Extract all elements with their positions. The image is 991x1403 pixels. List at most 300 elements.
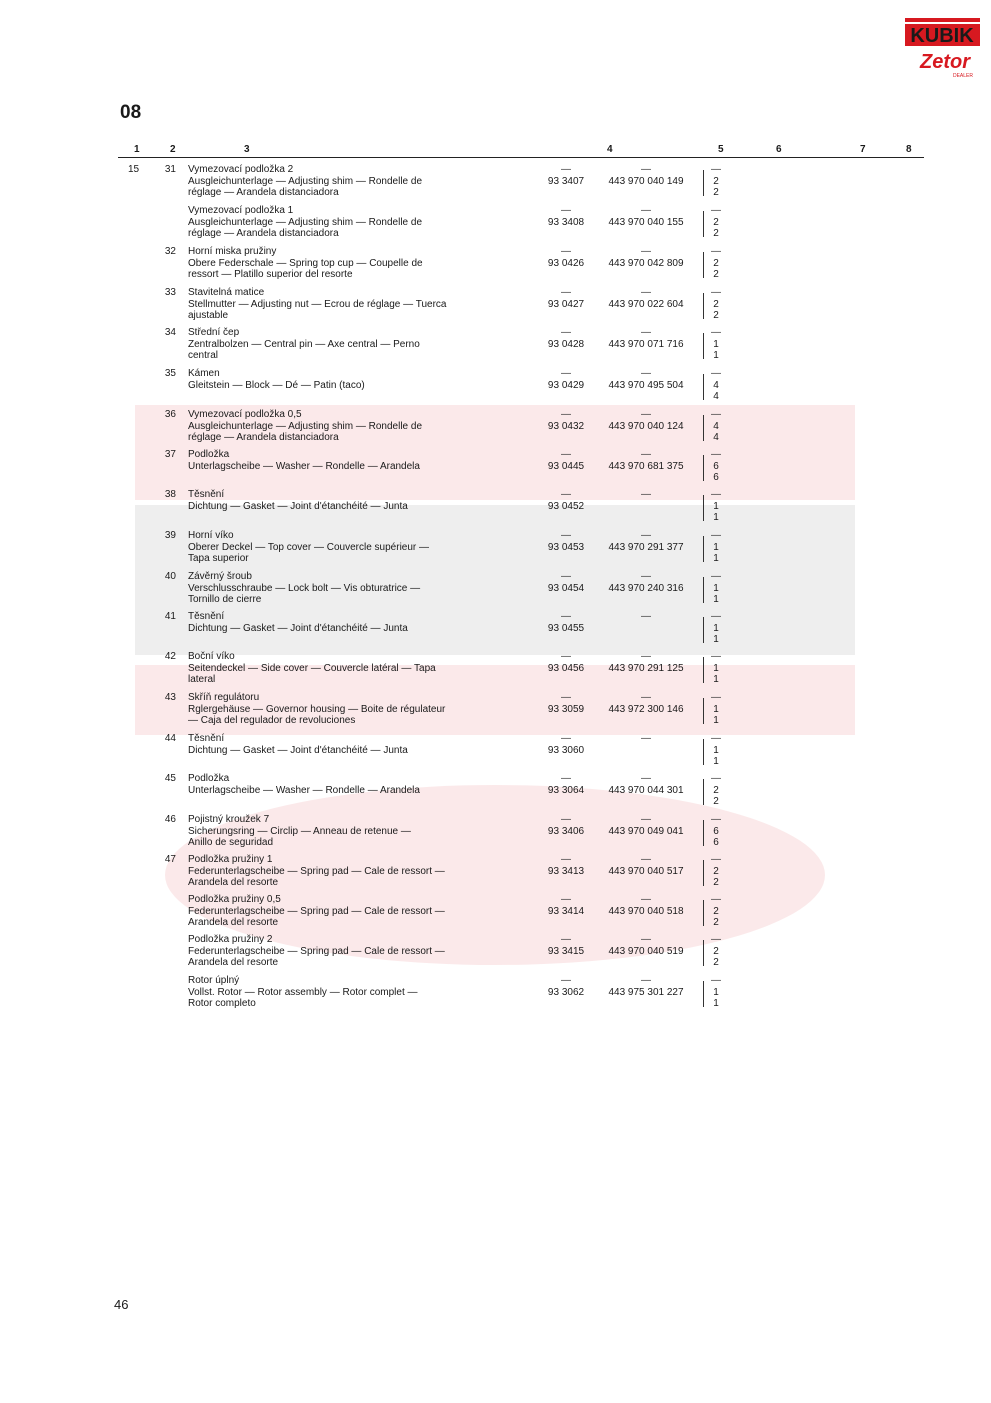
description-line: Anillo de seguridad xyxy=(188,837,274,848)
dash-mark: — xyxy=(561,409,571,420)
description-line: réglage — Arandela distanciadora xyxy=(188,187,339,198)
quantity-value-2: 1 xyxy=(713,998,719,1009)
dash-mark: — xyxy=(711,246,721,257)
description-line: Tapa superior xyxy=(188,553,249,564)
quantity-value-1: 2 xyxy=(713,784,719,796)
quantity-value-2: 2 xyxy=(713,796,719,807)
dash-mark: — xyxy=(561,449,571,460)
dash-mark: — xyxy=(641,854,651,865)
part-number-short-value: 93 3059 xyxy=(547,703,585,715)
quantity-bracket xyxy=(703,779,704,805)
part-number-long-value: 443 970 040 124 xyxy=(608,420,684,432)
quantity-value-2: 1 xyxy=(713,350,719,361)
description-line: Podložka xyxy=(188,773,230,784)
dash-mark: — xyxy=(711,489,721,500)
item-number: 47 xyxy=(164,854,176,865)
part-description xyxy=(188,894,528,929)
description-line: lateral xyxy=(188,674,216,685)
quantity-value-2: 1 xyxy=(713,715,719,726)
quantity-value-1: 4 xyxy=(713,420,719,432)
description-line: Stavitelná matice xyxy=(188,287,265,298)
quantity-bracket xyxy=(703,860,704,886)
quantity-value-2: 1 xyxy=(713,674,719,685)
kubik-zetor-dealer-logo xyxy=(905,18,980,80)
part-description xyxy=(188,651,528,686)
description-line: — Caja del regulador de revoluciones xyxy=(188,715,356,726)
description-line: Boční víko xyxy=(188,651,235,662)
item-number: 32 xyxy=(164,246,176,257)
description-line: Arandela del resorte xyxy=(188,917,279,928)
logo-zetor-text: Zetor xyxy=(920,51,970,73)
dash-mark: — xyxy=(641,571,651,582)
quantity-bracket xyxy=(703,940,704,966)
item-number: 37 xyxy=(164,449,176,460)
part-number-long-value: 443 975 301 227 xyxy=(608,986,684,998)
quantity-value-1: 2 xyxy=(713,175,719,187)
part-number-long-value: 443 970 681 375 xyxy=(608,460,684,472)
description-line: Stellmutter — Adjusting nut — Ecrou de réglage — Tuerca xyxy=(188,298,447,310)
column-header-3: 3 xyxy=(244,144,250,155)
description-line: Střední čep xyxy=(188,327,240,338)
part-number-long xyxy=(600,733,692,745)
quantity xyxy=(706,773,726,808)
dash-mark: — xyxy=(641,692,651,703)
part-description xyxy=(188,368,528,391)
item-number: 34 xyxy=(164,327,176,338)
description-line: Ausgleichunterlage — Adjusting shim — Rondelle de xyxy=(188,420,423,432)
dash-mark: — xyxy=(561,773,571,784)
dash-mark: — xyxy=(711,692,721,703)
header-rule xyxy=(118,157,924,158)
description-line: Rglergehäuse — Governor housing — Boite de régulateur xyxy=(188,703,446,715)
part-number-short-value: 93 3413 xyxy=(547,865,585,877)
quantity-bracket xyxy=(703,170,704,196)
quantity-value-2: 2 xyxy=(713,310,719,321)
part-number-long xyxy=(600,164,692,187)
quantity-value-1: 1 xyxy=(713,662,719,674)
part-number-short-value: 93 0455 xyxy=(547,622,585,634)
quantity xyxy=(706,287,726,322)
quantity-value-2: 2 xyxy=(713,228,719,239)
dash-mark: — xyxy=(561,934,571,945)
quantity-bracket xyxy=(703,455,704,481)
description-line: Dichtung — Gasket — Joint d'étanchéité — Junta xyxy=(188,622,408,634)
quantity-value-2: 1 xyxy=(713,512,719,523)
quantity-bracket xyxy=(703,657,704,683)
part-number-short-value: 93 3060 xyxy=(547,744,585,756)
dash-mark: — xyxy=(561,692,571,703)
item-number: 36 xyxy=(164,409,176,420)
description-line: Horní víko xyxy=(188,530,234,541)
part-number-short-value: 93 0427 xyxy=(547,298,585,310)
part-number-long-value: 443 970 040 517 xyxy=(608,865,684,877)
part-number-short xyxy=(538,773,594,796)
part-number-long xyxy=(600,975,692,998)
part-number-long-value: 443 970 291 125 xyxy=(608,662,684,674)
description-line: Podložka pružiny 0,5 xyxy=(188,894,281,905)
dash-mark: — xyxy=(641,934,651,945)
description-line: Arandela del resorte xyxy=(188,877,279,888)
quantity-value-1: 2 xyxy=(713,257,719,269)
part-number-short xyxy=(538,449,594,472)
description-line: Verschlusschraube — Lock bolt — Vis obturatrice — xyxy=(188,582,421,594)
part-number-long-value: 443 970 040 519 xyxy=(608,945,684,957)
part-description xyxy=(188,489,528,512)
quantity xyxy=(706,814,726,849)
description-line: Podložka xyxy=(188,449,230,460)
description-line: Federunterlagscheibe — Spring pad — Cale de ressort — xyxy=(188,945,445,957)
part-description xyxy=(188,934,528,969)
quantity-bracket xyxy=(703,739,704,765)
item-number: 35 xyxy=(164,368,176,379)
part-number-long-value: 443 972 300 146 xyxy=(608,703,684,715)
quantity-value-1: 2 xyxy=(713,865,719,877)
part-number-long-value: 443 970 240 316 xyxy=(608,582,684,594)
part-description xyxy=(188,692,528,727)
quantity-bracket xyxy=(703,293,704,319)
part-number-long xyxy=(600,692,692,715)
part-description xyxy=(188,287,528,322)
part-number-short-value: 93 3406 xyxy=(547,825,585,837)
quantity-value-2: 2 xyxy=(713,917,719,928)
part-number-short xyxy=(538,894,594,917)
dash-mark: — xyxy=(641,611,651,622)
part-number-short-value: 93 0429 xyxy=(547,379,585,391)
quantity-value-2: 1 xyxy=(713,553,719,564)
description-line: Rotor úplný xyxy=(188,975,240,986)
description-line: Sicherungsring — Circlip — Anneau de retenue — xyxy=(188,825,411,837)
description-line: Ausgleichunterlage — Adjusting shim — Rondelle de xyxy=(188,216,423,228)
part-number-short xyxy=(538,327,594,350)
part-number-long xyxy=(600,287,692,310)
description-line: réglage — Arandela distanciadora xyxy=(188,228,339,239)
column-header-7: 7 xyxy=(860,144,866,155)
item-number: 33 xyxy=(164,287,176,298)
part-description xyxy=(188,530,528,565)
part-number-short-value: 93 3407 xyxy=(547,175,585,187)
part-number-short-value: 93 0456 xyxy=(547,662,585,674)
part-number-long xyxy=(600,449,692,472)
description-line: Dichtung — Gasket — Joint d'étanchéité — Junta xyxy=(188,744,408,756)
dash-mark: — xyxy=(641,246,651,257)
part-number-short-value: 93 0454 xyxy=(547,582,585,594)
part-number-short-value: 93 0452 xyxy=(547,500,585,512)
part-number-long-value: 443 970 049 041 xyxy=(608,825,684,837)
description-line: Rotor completo xyxy=(188,998,256,1009)
quantity-value-2: 6 xyxy=(713,472,719,483)
item-number: 40 xyxy=(164,571,176,582)
description-line: Skříň regulátoru xyxy=(188,692,260,703)
part-number-short-value: 93 3415 xyxy=(547,945,585,957)
dash-mark: — xyxy=(561,327,571,338)
quantity-value-2: 4 xyxy=(713,391,719,402)
part-number-short-value: 93 3414 xyxy=(547,905,585,917)
dash-mark: — xyxy=(641,894,651,905)
dash-mark: — xyxy=(641,773,651,784)
part-number-short xyxy=(538,409,594,432)
quantity-bracket xyxy=(703,981,704,1007)
dash-mark: — xyxy=(711,327,721,338)
quantity-value-1: 2 xyxy=(713,945,719,957)
description-line: ajustable xyxy=(188,310,229,321)
quantity-bracket xyxy=(703,415,704,441)
description-line: Pojistný kroužek 7 xyxy=(188,814,270,825)
logo-kubik-text: KUBIK xyxy=(910,25,974,47)
part-number-long xyxy=(600,530,692,553)
dash-mark: — xyxy=(641,287,651,298)
description-line: Obere Federschale — Spring top cup — Coupelle de xyxy=(188,257,423,269)
dash-mark: — xyxy=(711,164,721,175)
quantity-value-2: 2 xyxy=(713,269,719,280)
part-number-long xyxy=(600,205,692,228)
description-line: Vollst. Rotor — Rotor assembly — Rotor complet — xyxy=(188,986,418,998)
quantity-value-1: 1 xyxy=(713,986,719,998)
part-number-short xyxy=(538,611,594,634)
dash-mark: — xyxy=(641,651,651,662)
description-line: réglage — Arandela distanciadora xyxy=(188,432,339,443)
part-number-short xyxy=(538,368,594,391)
dash-mark: — xyxy=(711,733,721,744)
quantity-value-2: 1 xyxy=(713,756,719,767)
dash-mark: — xyxy=(711,611,721,622)
quantity xyxy=(706,246,726,281)
description-line: Federunterlagscheibe — Spring pad — Cale de ressort — xyxy=(188,865,445,877)
description-line: Horní miska pružiny xyxy=(188,246,277,257)
description-line: Dichtung — Gasket — Joint d'étanchéité — Junta xyxy=(188,500,408,512)
dash-mark: — xyxy=(641,530,651,541)
part-number-long-value: 443 970 291 377 xyxy=(608,541,684,553)
description-line: Unterlagscheibe — Washer — Rondelle — Arandela xyxy=(188,460,420,472)
part-description xyxy=(188,571,528,606)
dash-mark: — xyxy=(711,934,721,945)
part-number-long xyxy=(600,934,692,957)
part-number-long-value: 443 970 040 518 xyxy=(608,905,684,917)
quantity xyxy=(706,571,726,606)
description-line: Unterlagscheibe — Washer — Rondelle — Arandela xyxy=(188,784,420,796)
description-line: Seitendeckel — Side cover — Couvercle latéral — Tapa xyxy=(188,662,436,674)
part-number-short xyxy=(538,571,594,594)
dash-mark: — xyxy=(561,733,571,744)
item-number: 44 xyxy=(164,733,176,744)
quantity-value-1: 4 xyxy=(713,379,719,391)
part-number-short xyxy=(538,651,594,674)
description-line: Ausgleichunterlage — Adjusting shim — Rondelle de xyxy=(188,175,423,187)
description-line: Vymezovací podložka 1 xyxy=(188,205,294,216)
page-number: 46 xyxy=(114,1297,129,1312)
dash-mark: — xyxy=(561,814,571,825)
position-number: 15 xyxy=(128,164,140,175)
quantity xyxy=(706,164,726,199)
quantity xyxy=(706,692,726,727)
part-number-long xyxy=(600,894,692,917)
description-line: Zentralbolzen — Central pin — Axe central — Perno xyxy=(188,338,420,350)
description-line: Těsnění xyxy=(188,489,225,500)
quantity-value-2: 2 xyxy=(713,877,719,888)
part-description xyxy=(188,733,528,756)
part-number-short-value: 93 3408 xyxy=(547,216,585,228)
dash-mark: — xyxy=(641,489,651,500)
dash-mark: — xyxy=(641,327,651,338)
part-description xyxy=(188,611,528,634)
quantity-value-2: 1 xyxy=(713,594,719,605)
part-number-short xyxy=(538,934,594,957)
quantity-value-2: 6 xyxy=(713,837,719,848)
part-number-long-value: 443 970 040 155 xyxy=(608,216,684,228)
part-description xyxy=(188,205,528,240)
description-line: Těsnění xyxy=(188,733,225,744)
item-number: 38 xyxy=(164,489,176,500)
quantity-bracket xyxy=(703,536,704,562)
quantity xyxy=(706,530,726,565)
column-header-4: 4 xyxy=(607,144,613,155)
section-number: 08 xyxy=(120,102,142,123)
part-number-long xyxy=(600,246,692,269)
dash-mark: — xyxy=(641,164,651,175)
quantity-bracket xyxy=(703,333,704,359)
dash-mark: — xyxy=(561,489,571,500)
part-number-long xyxy=(600,854,692,877)
part-number-short xyxy=(538,975,594,998)
part-number-long xyxy=(600,327,692,350)
quantity xyxy=(706,205,726,240)
part-number-short xyxy=(538,854,594,877)
description-line: central xyxy=(188,350,219,361)
item-number: 43 xyxy=(164,692,176,703)
dash-mark: — xyxy=(561,246,571,257)
quantity xyxy=(706,651,726,686)
dash-mark: — xyxy=(641,733,651,744)
quantity xyxy=(706,489,726,524)
column-header-2: 2 xyxy=(170,144,176,155)
quantity-value-1: 1 xyxy=(713,582,719,594)
part-number-short xyxy=(538,692,594,715)
column-header-5: 5 xyxy=(718,144,724,155)
part-number-long-value: 443 970 044 301 xyxy=(608,784,684,796)
part-number-long xyxy=(600,368,692,391)
quantity-value-1: 6 xyxy=(713,825,719,837)
part-number-long xyxy=(600,409,692,432)
dash-mark: — xyxy=(641,205,651,216)
dash-mark: — xyxy=(561,975,571,986)
description-line: Podložka pružiny 1 xyxy=(188,854,273,865)
quantity-value-2: 2 xyxy=(713,957,719,968)
item-number: 41 xyxy=(164,611,176,622)
quantity xyxy=(706,894,726,929)
dash-mark: — xyxy=(561,571,571,582)
quantity-value-1: 2 xyxy=(713,905,719,917)
part-description xyxy=(188,449,528,472)
quantity xyxy=(706,449,726,484)
dash-mark: — xyxy=(711,773,721,784)
part-number-long xyxy=(600,651,692,674)
dash-mark: — xyxy=(711,368,721,379)
description-line: Vymezovací podložka 2 xyxy=(188,164,294,175)
quantity-bracket xyxy=(703,495,704,521)
dash-mark: — xyxy=(711,651,721,662)
quantity-bracket xyxy=(703,374,704,400)
dash-mark: — xyxy=(561,287,571,298)
dash-mark: — xyxy=(711,530,721,541)
dash-mark: — xyxy=(641,449,651,460)
logo-dealer-text: DEALER xyxy=(952,73,974,79)
quantity-bracket xyxy=(703,211,704,237)
dash-mark: — xyxy=(711,409,721,420)
column-header-6: 6 xyxy=(776,144,782,155)
quantity xyxy=(706,934,726,969)
dash-mark: — xyxy=(641,409,651,420)
quantity xyxy=(706,733,726,768)
part-description xyxy=(188,246,528,281)
dash-mark: — xyxy=(561,205,571,216)
description-line: Podložka pružiny 2 xyxy=(188,934,273,945)
quantity-bracket xyxy=(703,577,704,603)
dash-mark: — xyxy=(641,368,651,379)
part-number-short-value: 93 0428 xyxy=(547,338,585,350)
quantity-value-1: 1 xyxy=(713,622,719,634)
column-header-1: 1 xyxy=(134,144,140,155)
quantity-value-1: 1 xyxy=(713,744,719,756)
item-number: 39 xyxy=(164,530,176,541)
quantity-bracket xyxy=(703,252,704,278)
quantity-value-1: 1 xyxy=(713,703,719,715)
part-number-short xyxy=(538,530,594,553)
dash-mark: — xyxy=(561,530,571,541)
quantity-bracket xyxy=(703,617,704,643)
dash-mark: — xyxy=(561,164,571,175)
part-number-short xyxy=(538,164,594,187)
part-description xyxy=(188,773,528,796)
quantity-value-2: 1 xyxy=(713,634,719,645)
description-line: Závěrný šroub xyxy=(188,571,252,582)
part-description xyxy=(188,814,528,849)
description-line: Těsnění xyxy=(188,611,225,622)
part-number-short xyxy=(538,287,594,310)
dash-mark: — xyxy=(711,449,721,460)
part-number-short-value: 93 3064 xyxy=(547,784,585,796)
part-description xyxy=(188,854,528,889)
quantity-value-1: 2 xyxy=(713,298,719,310)
description-line: Vymezovací podložka 0,5 xyxy=(188,409,302,420)
dash-mark: — xyxy=(711,894,721,905)
part-number-short xyxy=(538,205,594,228)
part-number-short xyxy=(538,814,594,837)
quantity-bracket xyxy=(703,698,704,724)
part-description xyxy=(188,327,528,362)
item-number: 45 xyxy=(164,773,176,784)
part-number-short xyxy=(538,246,594,269)
part-number-long xyxy=(600,489,692,501)
quantity-value-1: 1 xyxy=(713,541,719,553)
quantity xyxy=(706,327,726,362)
quantity xyxy=(706,975,726,1010)
quantity-value-1: 1 xyxy=(713,500,719,512)
description-line: Kámen xyxy=(188,368,220,379)
dash-mark: — xyxy=(711,287,721,298)
part-number-long xyxy=(600,611,692,623)
part-number-long-value: 443 970 071 716 xyxy=(608,338,684,350)
quantity-value-1: 6 xyxy=(713,460,719,472)
part-description xyxy=(188,164,528,199)
dash-mark: — xyxy=(711,814,721,825)
quantity-value-2: 4 xyxy=(713,432,719,443)
dash-mark: — xyxy=(641,975,651,986)
part-number-long xyxy=(600,773,692,796)
quantity-value-1: 1 xyxy=(713,338,719,350)
quantity-bracket xyxy=(703,820,704,846)
quantity-value-1: 2 xyxy=(713,216,719,228)
dash-mark: — xyxy=(711,205,721,216)
description-line: Federunterlagscheibe — Spring pad — Cale de ressort — xyxy=(188,905,445,917)
